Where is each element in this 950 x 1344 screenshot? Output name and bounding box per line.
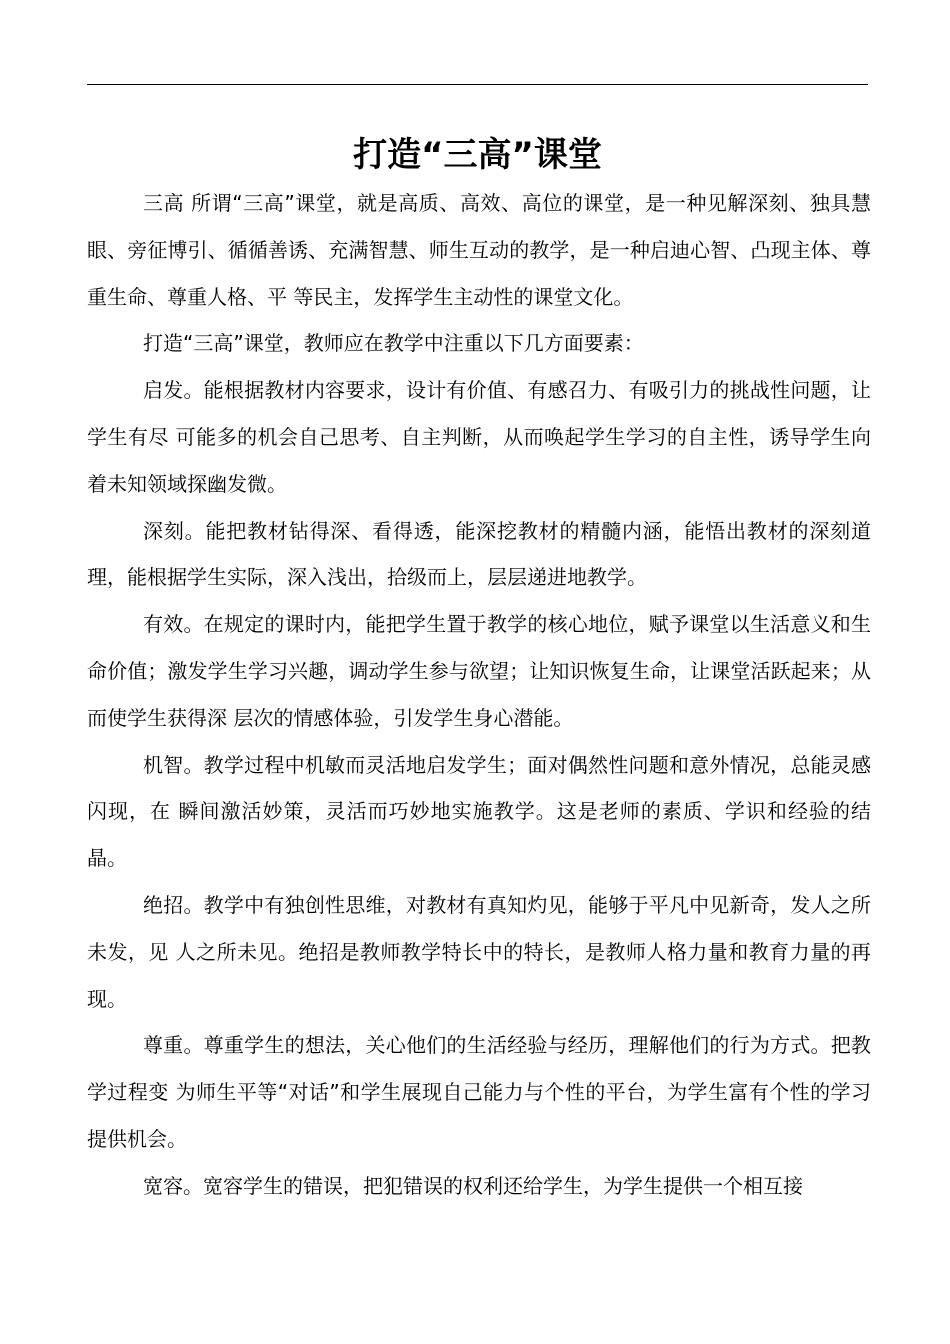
paragraph-wit: 机智。教学过程中机敏而灵活地启发学生；面对偶然性问题和意外情况，总能灵感闪现，在 瞬间激活妙策，灵活而巧妙地实施教学。这是老师的素质、学识和经验的结晶。 [87,752,871,871]
paragraph-inspiration: 启发。能根据教材内容要求，设计有价值、有感召力、有吸引力的挑战性问题，让学生有尽 可能多的机会自己思考、自主判断，从而唤起学生学习的自主性，诱导学生向着未知领域探幽发微。 [87,378,871,496]
document-title: 打造“三高”课堂 [353,135,602,175]
paragraph-elements-lead: 打造“三高”课堂，教师应在教学中注重以下几方面要素： [143,331,644,356]
header-rule [87,84,868,85]
paragraph-respect: 尊重。尊重学生的想法，关心他们的生活经验与经历，理解他们的行为方式。把教学过程变 为师生平等“对话”和学生展现自己能力与个性的平台，为学生富有个性的学习提供机会。 [87,1033,871,1151]
document-body [87,180,871,1210]
paragraph-effectiveness: 有效。在规定的课时内，能把学生置于教学的核心地位，赋予课堂以生活意义和生命价值；激发学生学习兴趣，调动学生参与欲望；让知识恢复生命，让课堂活跃起来；从而使学生获得深 层次的情感体验，引发学生身心潜能。 [87,612,871,730]
paragraph-tolerance: 宽容。宽容学生的错误，把犯错误的权利还给学生，为学生提供一个相互接 [143,1173,803,1198]
paragraph-depth: 深刻。能把教材钻得深、看得透，能深挖教材的精髓内涵，能悟出教材的深刻道理，能根据学生实际，深入浅出，拾级而上，层层递进地教学。 [87,518,871,590]
paragraph-unique-skill: 绝招。教学中有独创性思维，对教材有真知灼见，能够于平凡中见新奇，发人之所未发，见 人之所未见。绝招是教师教学特长中的特长，是教师人格力量和教育力量的再现。 [87,892,871,1011]
paragraph-intro: 三高 所谓“三高”课堂，就是高质、高效、高位的课堂，是一种见解深刻、独具慧眼、旁征博引、循循善诱、充满智慧、师生互动的教学，是一种启迪心智、凸现主体、尊重生命、尊重人格、平 等民主，发挥学生主动性的课堂文化。 [87,191,871,309]
